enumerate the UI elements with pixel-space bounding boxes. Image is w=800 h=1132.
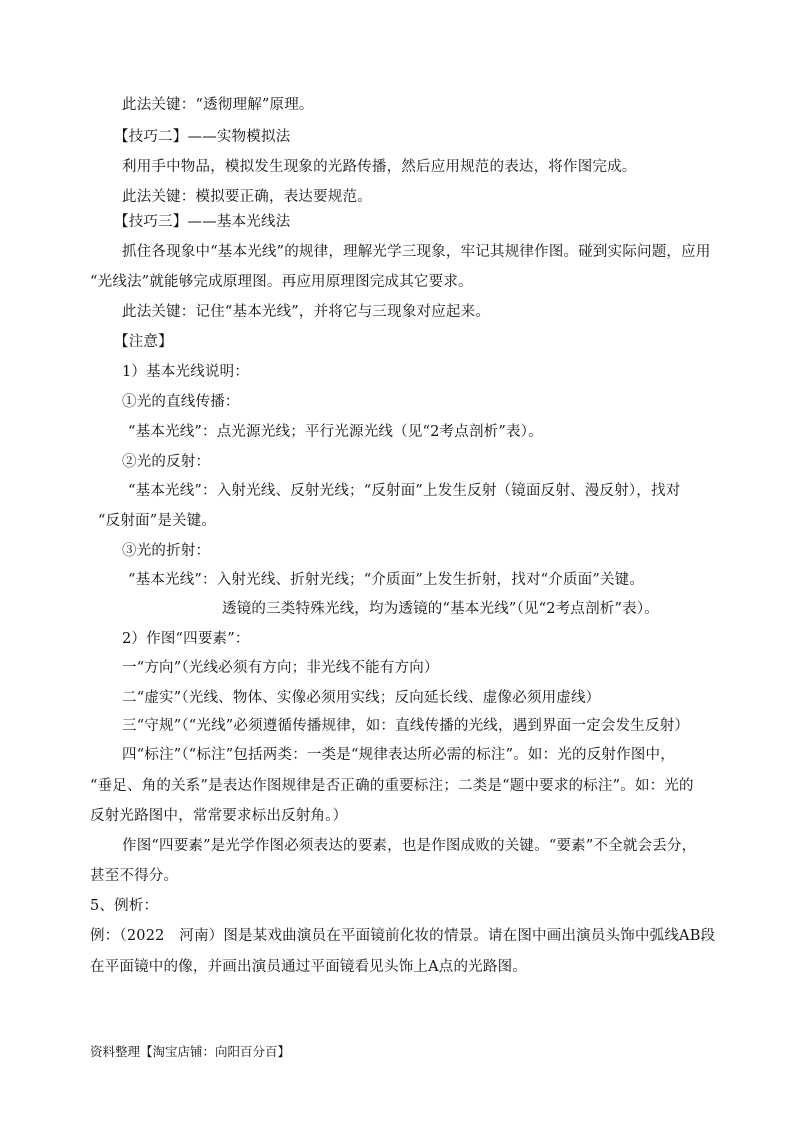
text-line-technique-2-desc: 利用手中物品，模拟发生现象的光路传播，然后应用规范的表达，将作图完成。: [122, 159, 637, 175]
text-line-element-labels-1: 四“标注”（“标注”包括两类：一类是“规律表达所必需的标注”。如：光的反射作图中，: [122, 747, 675, 763]
text-line-element-direction: 一“方向”（光线必须有方向；非光线不能有方向）: [122, 660, 439, 676]
page-footer: 资料整理【淘宝店铺：向阳百分百】: [90, 1044, 291, 1059]
text-line-refraction: ③光的折射：: [122, 543, 211, 559]
heading-example-analysis: 5、例析：: [90, 898, 159, 914]
text-line-reflection: ②光的反射：: [122, 454, 211, 470]
text-line-summary-2: 甚至不得分。: [90, 868, 179, 884]
text-line-key-technique-1: 此法关键：“透彻理解”原理。: [122, 97, 314, 113]
text-line-technique-3-desc-2: “光线法”就能够完成原理图。再应用原理图完成其它要求。: [90, 274, 473, 290]
text-line-four-elements: 2）作图“四要素”：: [122, 631, 250, 647]
text-line-key-technique-3: 此法关键：记住“基本光线”，并将它与三现象对应起来。: [122, 304, 491, 320]
text-line-refraction-rays: “基本光线”：入射光线、折射光线；“介质面”上发生折射，找对“介质面”关键。: [128, 572, 645, 588]
text-line-summary-1: 作图“四要素”是光学作图必须表达的要素，也是作图成败的关键。“要素”不全就会丢分，: [122, 838, 697, 854]
text-line-element-solid-dashed: 二“虚实”（光线、物体、实像必须用实线；反向延长线、虚像必须用虚线）: [122, 690, 601, 706]
text-line-element-labels-3: 反射光路图中，常常要求标出反射角。）: [90, 808, 348, 824]
text-line-reflection-rays-1: “基本光线”：入射光线、反射光线；“反射面”上发生反射（镜面反射、漫反射），找对: [128, 483, 681, 499]
text-line-element-labels-2: “垂足、角的关系”是表达作图规律是否正确的重要标注；二类是“题中要求的标注”。如：光的: [90, 778, 694, 794]
heading-technique-2: 【技巧二】——实物模拟法: [114, 129, 291, 145]
text-line-lens-rays: 透镜的三类特殊光线，均为透镜的“基本光线”（见“2考点剖析”表）。: [222, 601, 659, 617]
text-line-element-rules: 三“守规”（“光线”必须遵循传播规律，如：直线传播的光线，遇到界面一定会发生反射）: [122, 718, 690, 734]
text-line-technique-3-desc-1: 抓住各现象中“基本光线”的规律，理解光学三现象，牢记其规律作图。碰到实际问题，应用: [122, 244, 711, 260]
text-line-key-technique-2: 此法关键：模拟要正确，表达要规范。: [122, 189, 372, 205]
text-line-basic-rays: 1）基本光线说明：: [122, 364, 250, 380]
text-line-example-1: 例：（2022 河南）图是某戏曲演员在平面镜前化妆的情景。请在图中画出演员头饰中弧线AB段: [90, 928, 716, 944]
heading-attention: 【注意】: [114, 334, 173, 350]
heading-technique-3: 【技巧三】——基本光线法: [114, 214, 291, 230]
text-line-rectilinear: ①光的直线传播：: [122, 394, 240, 410]
text-line-reflection-rays-2: “反射面”是关键。: [98, 513, 217, 529]
text-line-example-2: 在平面镜中的像，并画出演员通过平面镜看见头饰上A点的光路图。: [90, 959, 527, 975]
text-line-rectilinear-rays: “基本光线”：点光源光线；平行光源光线（见“2考点剖析”表）。: [128, 424, 543, 440]
